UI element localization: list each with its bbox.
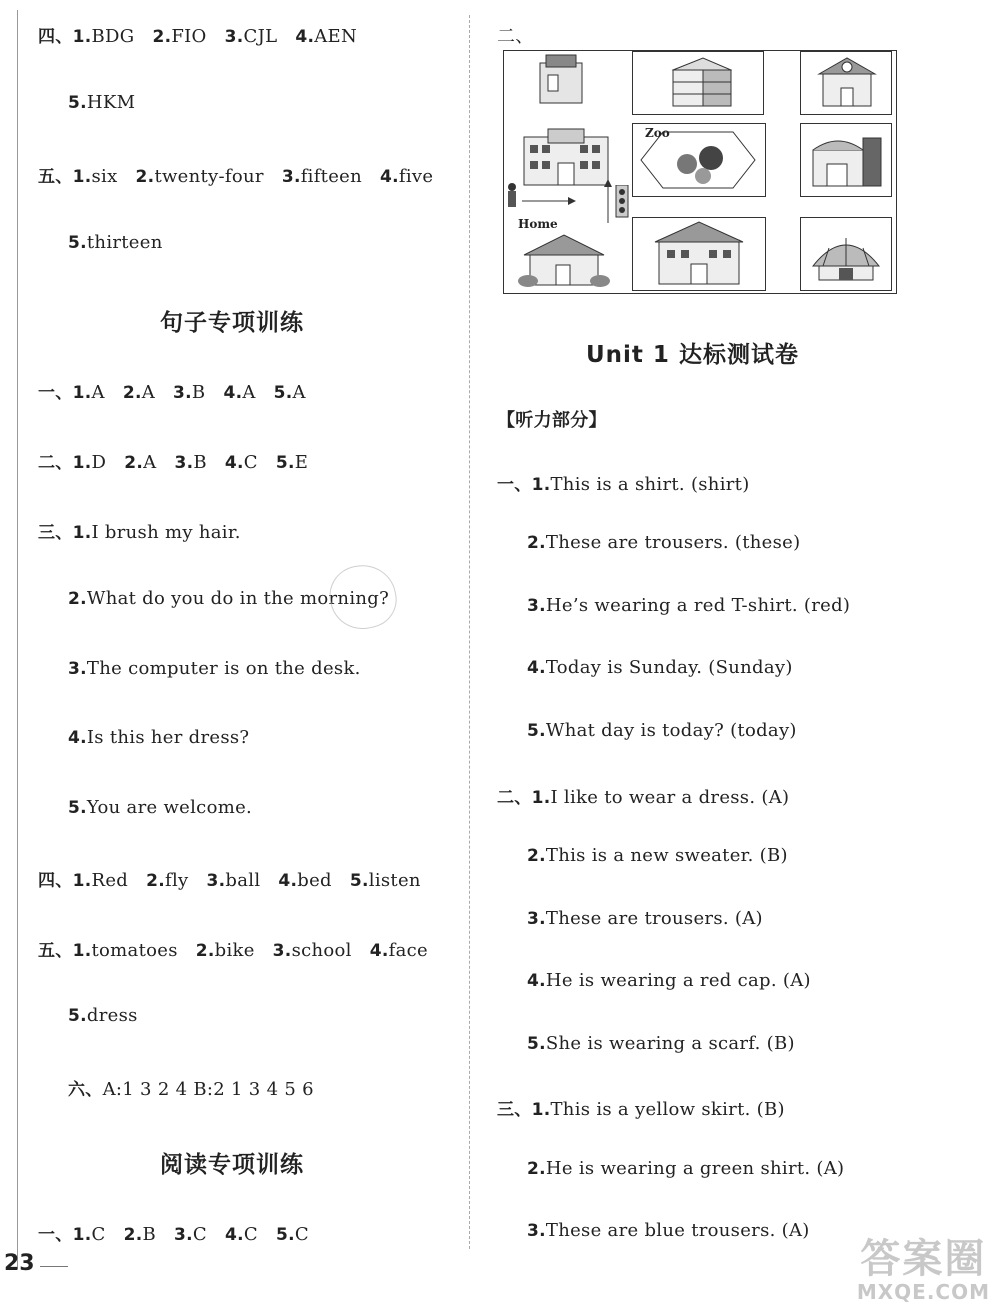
item-number: 3. xyxy=(281,167,301,187)
answer-text: bike xyxy=(214,940,255,961)
answer-text: E xyxy=(294,452,309,473)
answer-line xyxy=(38,518,241,543)
answer-text: These are trousers. (A) xyxy=(545,908,763,929)
answer-text: C xyxy=(91,1224,106,1245)
item-number: 4. xyxy=(278,871,298,891)
item-number: 四、1. xyxy=(38,27,92,47)
answer-line xyxy=(497,470,750,495)
item-number: 五、1. xyxy=(38,941,92,961)
answer-line xyxy=(527,1158,844,1179)
answer-text: The computer is on the desk. xyxy=(86,658,361,679)
item-number: 5. xyxy=(275,453,295,473)
item-number: 5. xyxy=(68,798,87,818)
page-number-dash xyxy=(40,1266,68,1267)
item-number: 3. xyxy=(174,1225,193,1245)
answer-text: listen xyxy=(368,870,421,891)
item-number: 二、1. xyxy=(38,453,92,473)
watermark-main: 答案圈 xyxy=(860,1236,987,1282)
post-office-building-icon xyxy=(633,218,765,290)
shop-building-icon xyxy=(518,51,600,111)
item-number: 一、1. xyxy=(38,383,92,403)
science-museum-dome-icon xyxy=(801,218,891,290)
answer-line xyxy=(68,797,252,818)
item-number: 3. xyxy=(173,383,192,403)
item-number: 2. xyxy=(195,941,215,961)
item-number: 一、1. xyxy=(497,475,551,495)
answer-text: Today is Sunday. (Sunday) xyxy=(545,657,793,678)
item-number: 5. xyxy=(273,383,293,403)
answer-line xyxy=(68,232,163,253)
item-number: 2. xyxy=(527,1159,546,1179)
answer-text: I brush my hair. xyxy=(91,522,241,543)
answer-text: A xyxy=(242,382,256,403)
item-number: 一、1. xyxy=(38,1225,92,1245)
home-label: Home xyxy=(518,217,558,231)
answer-line xyxy=(527,1220,810,1241)
answer-line xyxy=(68,1075,314,1100)
answer-text: What day is today? (today) xyxy=(545,720,797,741)
item-number: 2. xyxy=(135,167,155,187)
item-number: 4. xyxy=(527,971,546,991)
item-number: 3. xyxy=(527,596,546,616)
watermark-site: MXQE.COM xyxy=(856,1280,990,1304)
library-building-icon xyxy=(633,52,763,114)
answer-text: C xyxy=(243,452,258,473)
item-number: 4. xyxy=(224,453,244,473)
item-number: 三、1. xyxy=(38,523,92,543)
answer-line xyxy=(38,22,357,47)
answer-text: D xyxy=(91,452,107,473)
item-number: 二、1. xyxy=(497,788,551,808)
answer-text: FIO xyxy=(171,26,207,47)
item-number: 5. xyxy=(68,1006,87,1026)
answer-text: These are blue trousers. (A) xyxy=(545,1220,810,1241)
answer-text: This is a yellow skirt. (B) xyxy=(550,1099,785,1120)
item-number: 4. xyxy=(224,1225,244,1245)
answer-line xyxy=(527,970,811,991)
home-house-icon xyxy=(518,231,610,289)
heading-sentence-practice: 句子专项训练 xyxy=(160,310,304,336)
item-number: 5. xyxy=(68,233,87,253)
answer-text: BDG xyxy=(91,26,135,47)
item-number: 2. xyxy=(124,453,144,473)
answer-line xyxy=(527,1033,795,1054)
answer-line xyxy=(527,720,797,741)
answer-line xyxy=(527,908,763,929)
item-number: 3. xyxy=(174,453,194,473)
item-number: 3. xyxy=(68,659,87,679)
answer-text: B xyxy=(142,1224,156,1245)
answer-text: five xyxy=(398,166,434,187)
answer-line xyxy=(38,936,428,961)
item-number: 5. xyxy=(68,93,87,113)
answer-text: This is a new sweater. (B) xyxy=(545,845,788,866)
answer-line xyxy=(68,1005,138,1026)
school-building-icon xyxy=(518,121,614,187)
answer-line xyxy=(68,727,249,748)
traffic-light-icon xyxy=(614,185,630,225)
answer-text: He is wearing a red cap. (A) xyxy=(545,970,811,991)
item-number: 3. xyxy=(224,27,244,47)
answer-line xyxy=(527,657,793,678)
item-number: 五、1. xyxy=(38,167,92,187)
item-number: 六、 xyxy=(68,1080,103,1100)
answer-text: C xyxy=(294,1224,309,1245)
listening-section-label: 【听力部分】 xyxy=(497,410,607,431)
answer-text: A xyxy=(91,382,105,403)
answer-text: fifteen xyxy=(300,166,363,187)
answer-text: thirteen xyxy=(86,232,163,253)
column-separator xyxy=(469,15,470,1249)
answer-text: AEN xyxy=(314,26,358,47)
hospital-building-icon xyxy=(801,52,891,114)
answer-text: ball xyxy=(225,870,261,891)
answer-text: tomatoes xyxy=(91,940,178,961)
answer-line xyxy=(38,378,306,403)
answer-text: A xyxy=(141,382,156,403)
watermark xyxy=(857,1237,990,1303)
item-number: 2. xyxy=(152,27,172,47)
answer-text: I like to wear a dress. (A) xyxy=(550,787,790,808)
item-number: 2. xyxy=(527,533,546,553)
item-number: 4. xyxy=(68,728,87,748)
answer-text: twenty-four xyxy=(154,166,264,187)
answer-text: Red xyxy=(91,870,129,891)
item-number: 2. xyxy=(122,383,142,403)
answer-line xyxy=(38,162,433,187)
answer-text: school xyxy=(291,940,352,961)
answer-text: A xyxy=(292,382,306,403)
item-number: 2. xyxy=(146,871,166,891)
answer-text: You are welcome. xyxy=(86,797,253,818)
item-number: 3. xyxy=(527,909,546,929)
answer-line xyxy=(38,1220,309,1245)
answer-text: fly xyxy=(165,870,189,891)
item-number: 四、1. xyxy=(38,871,92,891)
answer-line xyxy=(527,532,800,553)
item-number: 4. xyxy=(380,167,399,187)
answer-text: She is wearing a scarf. (B) xyxy=(545,1033,795,1054)
item-number: 2. xyxy=(68,589,87,609)
answer-text: CJL xyxy=(243,26,278,47)
item-number: 4. xyxy=(527,658,546,678)
answer-text: A xyxy=(143,452,157,473)
heading-unit-test: Unit 1 达标测试卷 xyxy=(586,342,799,368)
town-map-illustration xyxy=(503,50,897,294)
answer-line xyxy=(38,448,308,473)
answer-line xyxy=(68,92,135,113)
item-number: 3. xyxy=(206,871,226,891)
zoo-label: Zoo xyxy=(645,126,670,140)
page-number: 23 xyxy=(4,1251,35,1276)
item-number: 4. xyxy=(223,383,243,403)
answer-text: B xyxy=(193,452,207,473)
answer-text: These are trousers. (these) xyxy=(545,532,801,553)
item-number: 5. xyxy=(527,721,546,741)
stamp-mark xyxy=(324,559,402,635)
item-number: 5. xyxy=(349,871,369,891)
answer-line xyxy=(527,845,788,866)
item-number: 2. xyxy=(123,1225,143,1245)
item-number: 4. xyxy=(369,941,389,961)
margin-rule xyxy=(17,10,18,1269)
answer-line xyxy=(68,658,361,679)
answer-text: C xyxy=(192,1224,207,1245)
item-number: 5. xyxy=(527,1034,546,1054)
answer-text: six xyxy=(91,166,118,187)
answer-text: B xyxy=(191,382,206,403)
item-number: 2. xyxy=(527,846,546,866)
answer-text: He’s wearing a red T-shirt. (red) xyxy=(545,595,851,616)
section-label-two: 二、 xyxy=(497,26,534,47)
answer-text: bed xyxy=(297,870,332,891)
answer-text: A:1 3 2 4 B:2 1 3 4 5 6 xyxy=(102,1079,314,1100)
answer-line xyxy=(38,866,421,891)
answer-text: What do you do in the morning? xyxy=(86,588,390,609)
answer-text: face xyxy=(388,940,428,961)
answer-text: Is this her dress? xyxy=(86,727,250,748)
item-number: 4. xyxy=(295,27,315,47)
answer-line xyxy=(497,1095,785,1120)
answer-text: This is a shirt. (shirt) xyxy=(550,474,750,495)
answer-line xyxy=(497,783,789,808)
answer-line xyxy=(527,595,850,616)
item-number: 三、1. xyxy=(497,1100,551,1120)
item-number: 3. xyxy=(272,941,292,961)
item-number: 3. xyxy=(527,1221,546,1241)
answer-text: HKM xyxy=(86,92,136,113)
answer-text: dress xyxy=(86,1005,138,1026)
answer-text: He is wearing a green shirt. (A) xyxy=(545,1158,845,1179)
heading-reading-practice: 阅读专项训练 xyxy=(160,1152,304,1178)
cinema-building-icon xyxy=(801,124,891,196)
answer-text: C xyxy=(243,1224,258,1245)
item-number: 5. xyxy=(275,1225,295,1245)
